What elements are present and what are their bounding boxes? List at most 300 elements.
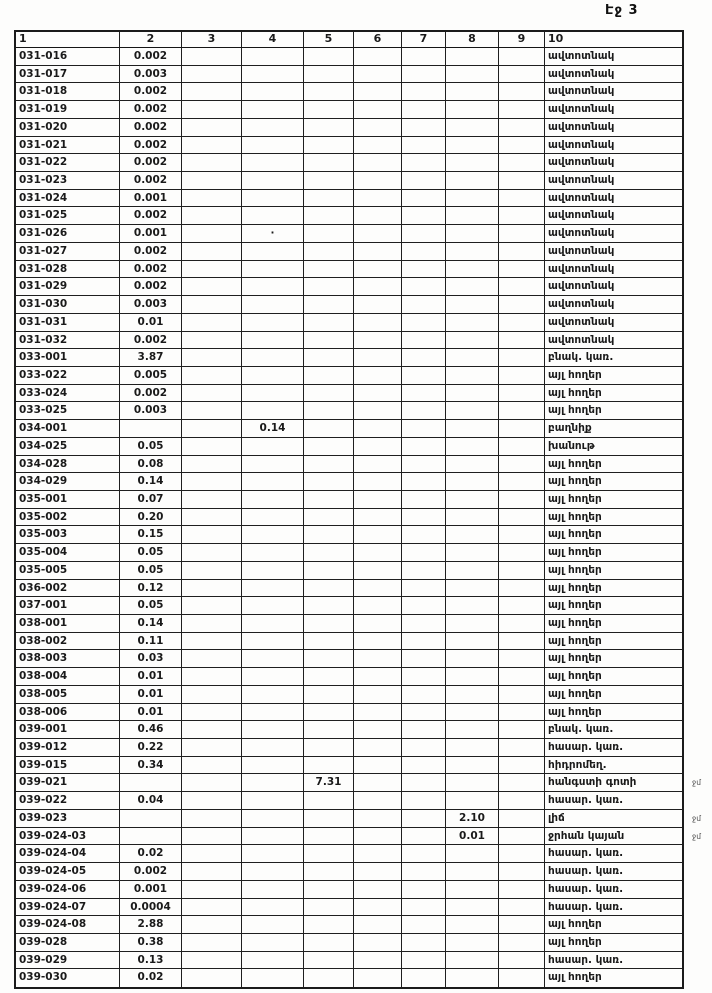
value-cell: [354, 154, 402, 172]
value-cell: [242, 881, 304, 899]
value-cell: [354, 367, 402, 385]
value-cell: [499, 633, 545, 651]
table-row: [16, 526, 682, 544]
value-cell: 0.001: [120, 190, 182, 208]
column-header-3: 3: [182, 32, 242, 48]
value-cell: [304, 615, 354, 633]
table-row: [16, 190, 682, 208]
landuse-cell: այլ հողեր: [545, 526, 682, 544]
table-row: [16, 438, 682, 456]
value-cell: [402, 207, 446, 225]
value-cell: [446, 845, 499, 863]
value-cell: [242, 828, 304, 846]
value-cell: [182, 899, 242, 917]
table-row: [16, 48, 682, 66]
value-cell: [446, 491, 499, 509]
code-cell: 039-022: [16, 792, 120, 810]
value-cell: 0.14: [120, 473, 182, 491]
value-cell: [304, 792, 354, 810]
value-cell: 0.002: [120, 278, 182, 296]
value-cell: [499, 332, 545, 350]
landuse-cell: ավտոտնակ: [545, 119, 682, 137]
landuse-cell: այլ հողեր: [545, 650, 682, 668]
table-header-row: [16, 32, 682, 48]
value-cell: [499, 66, 545, 84]
handwritten-margin-note: ջմ: [692, 813, 701, 823]
landuse-cell: հասար. կառ.: [545, 863, 682, 881]
value-cell: 0.05: [120, 544, 182, 562]
value-cell: [242, 137, 304, 155]
value-cell: [242, 863, 304, 881]
value-cell: [182, 119, 242, 137]
code-cell: 031-024: [16, 190, 120, 208]
value-cell: 0.002: [120, 119, 182, 137]
value-cell: [446, 881, 499, 899]
value-cell: [182, 332, 242, 350]
value-cell: [182, 774, 242, 792]
value-cell: [402, 597, 446, 615]
value-cell: 0.003: [120, 296, 182, 314]
value-cell: [446, 48, 499, 66]
value-cell: [499, 934, 545, 952]
code-cell: 031-018: [16, 83, 120, 101]
value-cell: [304, 633, 354, 651]
value-cell: [446, 969, 499, 987]
value-cell: [499, 261, 545, 279]
value-cell: [402, 349, 446, 367]
value-cell: [499, 580, 545, 598]
value-cell: [354, 278, 402, 296]
value-cell: 0.05: [120, 597, 182, 615]
value-cell: [402, 721, 446, 739]
value-cell: [354, 650, 402, 668]
value-cell: [242, 119, 304, 137]
value-cell: [354, 66, 402, 84]
value-cell: [402, 261, 446, 279]
value-cell: [446, 83, 499, 101]
value-cell: 0.005: [120, 367, 182, 385]
table-row: [16, 207, 682, 225]
value-cell: [182, 278, 242, 296]
value-cell: [446, 456, 499, 474]
table-row: [16, 172, 682, 190]
column-header-8: 8: [446, 32, 499, 48]
code-cell: 033-024: [16, 385, 120, 403]
landuse-cell: լիճ: [545, 810, 682, 828]
code-cell: 034-028: [16, 456, 120, 474]
value-cell: [242, 48, 304, 66]
value-cell: [354, 207, 402, 225]
code-cell: 039-024-08: [16, 916, 120, 934]
table-row: [16, 863, 682, 881]
value-cell: [354, 349, 402, 367]
value-cell: [304, 668, 354, 686]
code-cell: 038-003: [16, 650, 120, 668]
value-cell: 0.14: [120, 615, 182, 633]
value-cell: 0.002: [120, 154, 182, 172]
value-cell: [446, 101, 499, 119]
value-cell: 0.02: [120, 969, 182, 987]
value-cell: [304, 473, 354, 491]
value-cell: [402, 615, 446, 633]
value-cell: [304, 721, 354, 739]
value-cell: [402, 119, 446, 137]
value-cell: [402, 633, 446, 651]
value-cell: [402, 438, 446, 456]
value-cell: 0.03: [120, 650, 182, 668]
value-cell: [446, 792, 499, 810]
value-cell: [304, 66, 354, 84]
code-cell: 035-002: [16, 509, 120, 527]
value-cell: [499, 792, 545, 810]
value-cell: 0.001: [120, 225, 182, 243]
value-cell: [182, 367, 242, 385]
value-cell: [304, 828, 354, 846]
value-cell: [499, 509, 545, 527]
table-row: [16, 952, 682, 970]
value-cell: [304, 243, 354, 261]
landuse-cell: ավտոտնակ: [545, 48, 682, 66]
value-cell: [499, 172, 545, 190]
value-cell: [446, 633, 499, 651]
value-cell: [446, 261, 499, 279]
table-row: [16, 934, 682, 952]
value-cell: [304, 686, 354, 704]
value-cell: [499, 916, 545, 934]
value-cell: [182, 526, 242, 544]
value-cell: [242, 792, 304, 810]
value-cell: 0.002: [120, 172, 182, 190]
value-cell: 0.002: [120, 332, 182, 350]
value-cell: [242, 385, 304, 403]
value-cell: 0.001: [120, 881, 182, 899]
landuse-cell: այլ հողեր: [545, 597, 682, 615]
value-cell: 0.002: [120, 243, 182, 261]
value-cell: [120, 828, 182, 846]
table-row: [16, 792, 682, 810]
value-cell: [182, 243, 242, 261]
value-cell: [182, 633, 242, 651]
value-cell: [354, 438, 402, 456]
value-cell: [446, 668, 499, 686]
value-cell: [402, 668, 446, 686]
value-cell: [354, 633, 402, 651]
code-cell: 039-030: [16, 969, 120, 987]
value-cell: [354, 509, 402, 527]
value-cell: [446, 172, 499, 190]
value-cell: [354, 668, 402, 686]
value-cell: [402, 314, 446, 332]
value-cell: [354, 845, 402, 863]
value-cell: [304, 544, 354, 562]
table-row: [16, 757, 682, 775]
value-cell: [304, 491, 354, 509]
column-header-6: 6: [354, 32, 402, 48]
value-cell: [304, 420, 354, 438]
value-cell: [304, 225, 354, 243]
table-row: [16, 686, 682, 704]
value-cell: 0.38: [120, 934, 182, 952]
value-cell: [354, 473, 402, 491]
landuse-cell: ավտոտնակ: [545, 207, 682, 225]
value-cell: [182, 296, 242, 314]
value-cell: [182, 420, 242, 438]
value-cell: [354, 899, 402, 917]
landuse-cell: այլ հողեր: [545, 544, 682, 562]
value-cell: 0.01: [120, 704, 182, 722]
value-cell: [354, 296, 402, 314]
value-cell: [182, 863, 242, 881]
value-cell: [402, 934, 446, 952]
value-cell: [304, 83, 354, 101]
table-row: [16, 881, 682, 899]
code-cell: 039-029: [16, 952, 120, 970]
value-cell: [242, 207, 304, 225]
table-row: [16, 509, 682, 527]
value-cell: [446, 402, 499, 420]
value-cell: [402, 739, 446, 757]
code-cell: 033-025: [16, 402, 120, 420]
value-cell: 0.11: [120, 633, 182, 651]
value-cell: [499, 402, 545, 420]
table-row: [16, 66, 682, 84]
value-cell: [499, 774, 545, 792]
code-cell: 031-029: [16, 278, 120, 296]
value-cell: [182, 83, 242, 101]
value-cell: [242, 544, 304, 562]
code-cell: 035-004: [16, 544, 120, 562]
value-cell: [499, 225, 545, 243]
value-cell: [446, 863, 499, 881]
value-cell: [402, 225, 446, 243]
value-cell: 0.01: [120, 314, 182, 332]
value-cell: [354, 402, 402, 420]
value-cell: [499, 845, 545, 863]
value-cell: [499, 881, 545, 899]
value-cell: [446, 278, 499, 296]
landuse-cell: այլ հողեր: [545, 934, 682, 952]
value-cell: [354, 385, 402, 403]
value-cell: [354, 952, 402, 970]
value-cell: [402, 491, 446, 509]
value-cell: [242, 739, 304, 757]
landuse-cell: ավտոտնակ: [545, 154, 682, 172]
landuse-cell: խանութ: [545, 438, 682, 456]
code-cell: 039-015: [16, 757, 120, 775]
value-cell: [446, 190, 499, 208]
table-row: [16, 119, 682, 137]
landuse-cell: այլ հողեր: [545, 668, 682, 686]
landuse-cell: ավտոտնակ: [545, 332, 682, 350]
value-cell: [242, 101, 304, 119]
code-cell: 039-021: [16, 774, 120, 792]
value-cell: [354, 597, 402, 615]
value-cell: [242, 562, 304, 580]
value-cell: 0.20: [120, 509, 182, 527]
table-row: [16, 597, 682, 615]
value-cell: [446, 473, 499, 491]
value-cell: [182, 597, 242, 615]
landuse-cell: այլ հողեր: [545, 367, 682, 385]
table-row: [16, 101, 682, 119]
landuse-cell: այլ հողեր: [545, 916, 682, 934]
value-cell: 0.13: [120, 952, 182, 970]
value-cell: [446, 615, 499, 633]
value-cell: [499, 863, 545, 881]
value-cell: [402, 952, 446, 970]
value-cell: [242, 969, 304, 987]
value-cell: [402, 686, 446, 704]
value-cell: [499, 668, 545, 686]
value-cell: [304, 704, 354, 722]
code-cell: 031-032: [16, 332, 120, 350]
code-cell: 031-025: [16, 207, 120, 225]
value-cell: 0.003: [120, 402, 182, 420]
value-cell: 0.46: [120, 721, 182, 739]
value-cell: 0.02: [120, 845, 182, 863]
value-cell: [499, 190, 545, 208]
landuse-cell: այլ հողեր: [545, 456, 682, 474]
value-cell: [499, 314, 545, 332]
value-cell: [354, 721, 402, 739]
value-cell: [304, 739, 354, 757]
value-cell: [446, 899, 499, 917]
value-cell: [402, 881, 446, 899]
value-cell: [242, 332, 304, 350]
value-cell: [499, 456, 545, 474]
value-cell: [242, 650, 304, 668]
value-cell: [499, 562, 545, 580]
column-header-7: 7: [402, 32, 446, 48]
code-cell: 035-001: [16, 491, 120, 509]
value-cell: [354, 774, 402, 792]
code-cell: 039-023: [16, 810, 120, 828]
value-cell: [499, 615, 545, 633]
value-cell: [182, 66, 242, 84]
value-cell: [182, 402, 242, 420]
value-cell: [446, 137, 499, 155]
table-row: [16, 154, 682, 172]
value-cell: [354, 863, 402, 881]
value-cell: [182, 207, 242, 225]
table-row: [16, 845, 682, 863]
value-cell: [446, 349, 499, 367]
value-cell: [402, 278, 446, 296]
landuse-cell: այլ հողեր: [545, 615, 682, 633]
landuse-cell: հասար. կառ.: [545, 845, 682, 863]
landuse-cell: բնակ. կառ.: [545, 349, 682, 367]
value-cell: [402, 650, 446, 668]
value-cell: [402, 172, 446, 190]
value-cell: [182, 580, 242, 598]
value-cell: [402, 916, 446, 934]
value-cell: [499, 597, 545, 615]
table-row: [16, 243, 682, 261]
landuse-cell: ավտոտնակ: [545, 83, 682, 101]
value-cell: [182, 562, 242, 580]
landuse-cell: այլ հողեր: [545, 562, 682, 580]
code-cell: 034-029: [16, 473, 120, 491]
code-cell: 038-001: [16, 615, 120, 633]
column-header-5: 5: [304, 32, 354, 48]
value-cell: [354, 615, 402, 633]
value-cell: [304, 580, 354, 598]
landuse-cell: ավտոտնակ: [545, 172, 682, 190]
value-cell: [182, 438, 242, 456]
value-cell: [304, 137, 354, 155]
value-cell: [304, 367, 354, 385]
value-cell: [182, 650, 242, 668]
value-cell: [120, 774, 182, 792]
table-row: [16, 668, 682, 686]
value-cell: [402, 863, 446, 881]
landuse-cell: այլ հողեր: [545, 686, 682, 704]
table-row: [16, 314, 682, 332]
code-cell: 031-022: [16, 154, 120, 172]
value-cell: [402, 83, 446, 101]
value-cell: [499, 757, 545, 775]
landuse-cell: ավտոտնակ: [545, 296, 682, 314]
value-cell: [182, 615, 242, 633]
value-cell: [304, 261, 354, 279]
value-cell: [182, 739, 242, 757]
value-cell: [446, 154, 499, 172]
value-cell: 0.01: [120, 686, 182, 704]
code-cell: 033-022: [16, 367, 120, 385]
value-cell: [242, 509, 304, 527]
column-header-2: 2: [120, 32, 182, 48]
value-cell: [242, 526, 304, 544]
value-cell: [304, 385, 354, 403]
value-cell: [304, 863, 354, 881]
code-cell: 031-021: [16, 137, 120, 155]
table-row: [16, 137, 682, 155]
landuse-cell: ավտոտնակ: [545, 243, 682, 261]
handwritten-margin-note: ջմ: [692, 778, 701, 788]
value-cell: [402, 828, 446, 846]
value-cell: [242, 704, 304, 722]
value-cell: [499, 952, 545, 970]
value-cell: [446, 704, 499, 722]
value-cell: 0.002: [120, 863, 182, 881]
code-cell: 034-025: [16, 438, 120, 456]
value-cell: [402, 190, 446, 208]
table-row: [16, 349, 682, 367]
table-row: [16, 456, 682, 474]
table-row: [16, 704, 682, 722]
value-cell: [304, 916, 354, 934]
value-cell: 0.01: [446, 828, 499, 846]
table-row: [16, 650, 682, 668]
value-cell: 0.15: [120, 526, 182, 544]
value-cell: [182, 845, 242, 863]
value-cell: [304, 810, 354, 828]
value-cell: [499, 119, 545, 137]
value-cell: [402, 845, 446, 863]
landuse-cell: այլ հողեր: [545, 385, 682, 403]
value-cell: [182, 190, 242, 208]
value-cell: [499, 828, 545, 846]
value-cell: [354, 172, 402, 190]
value-cell: [402, 544, 446, 562]
value-cell: [304, 172, 354, 190]
table-row: [16, 739, 682, 757]
value-cell: [120, 810, 182, 828]
value-cell: 0.002: [120, 83, 182, 101]
value-cell: [499, 207, 545, 225]
value-cell: [354, 792, 402, 810]
value-cell: 0.002: [120, 48, 182, 66]
